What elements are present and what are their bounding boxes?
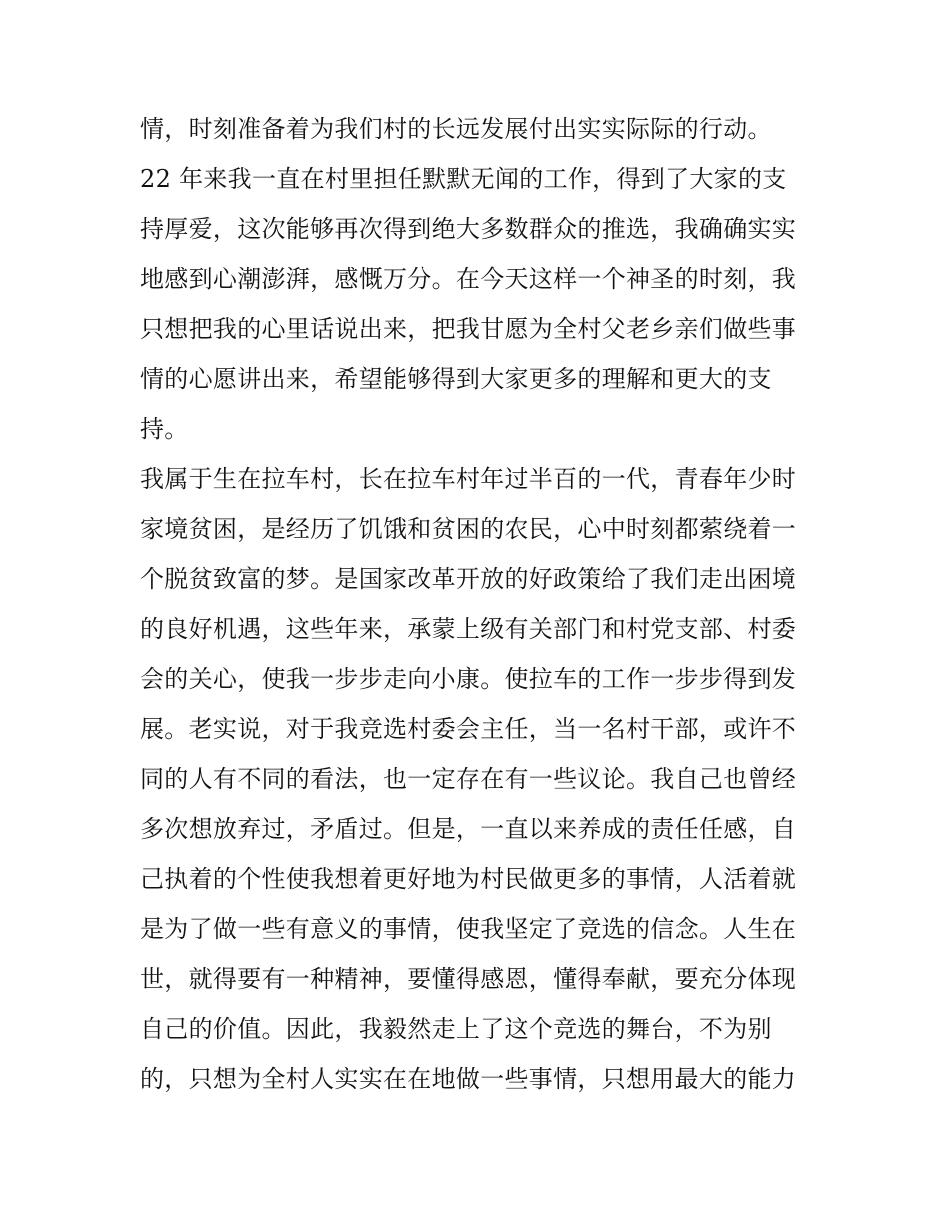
text-line: 的，只想为全村人实实在在地做一些事情，只想用最大的能力 [140, 1065, 797, 1093]
text-line: 自己的价值。因此，我毅然走上了这个竞选的舞台，不为别 [140, 1015, 772, 1043]
text-line: 情的心愿讲出来，希望能够得到大家更多的理解和更大的支 [140, 365, 772, 393]
text-line: 展。老实说，对于我竞选村委会主任，当一名村干部，或许不 [140, 715, 797, 743]
text-line: 只想把我的心里话说出来，把我甘愿为全村父老乡亲们做些事 [140, 315, 797, 343]
text-line: 家境贫困，是经历了饥饿和贫困的农民，心中时刻都萦绕着一 [140, 515, 797, 543]
text-line: 22 年来我一直在村里担任默默无闻的工作，得到了大家的支 [140, 165, 787, 193]
text-line: 持。 [140, 415, 189, 443]
text-line: 是为了做一些有意义的事情，使我坚定了竞选的信念。人生在 [140, 915, 797, 943]
text-line: 会的关心，使我一步步走向小康。使拉车的工作一步步得到发 [140, 665, 797, 693]
text-line: 多次想放弃过，矛盾过。但是，一直以来养成的责任任感，自 [140, 815, 797, 843]
text-line: 个脱贫致富的梦。是国家改革开放的好政策给了我们走出困境 [140, 565, 797, 593]
text-line: 同的人有不同的看法，也一定存在有一些议论。我自己也曾经 [140, 765, 797, 793]
text-line: 我属于生在拉车村，长在拉车村年过半百的一代，青春年少时 [140, 465, 797, 493]
text-line: 地感到心潮澎湃，感慨万分。在今天这样一个神圣的时刻，我 [140, 265, 797, 293]
text-line: 己执着的个性使我想着更好地为村民做更多的事情，人活着就 [140, 865, 797, 893]
document-body [140, 104, 820, 1104]
text-line: 世，就得要有一种精神，要懂得感恩，懂得奉献，要充分体现 [140, 965, 797, 993]
text-line: 的良好机遇，这些年来，承蒙上级有关部门和村党支部、村委 [140, 615, 797, 643]
text-line: 情，时刻准备着为我们村的长远发展付出实实际际的行动。 [140, 115, 772, 143]
text-line: 持厚爱，这次能够再次得到绝大多数群众的推选，我确确实实 [140, 215, 797, 243]
